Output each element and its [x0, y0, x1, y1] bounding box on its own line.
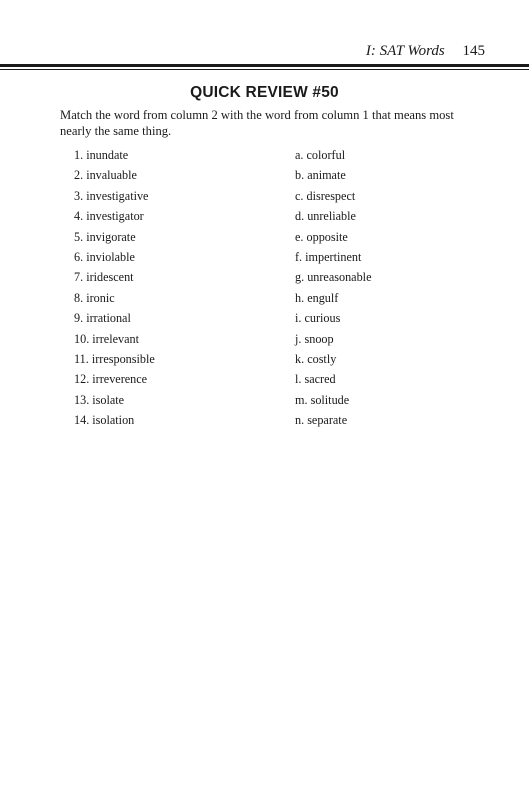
column-2-item: c. disrespect	[295, 188, 356, 203]
column-1-item: 10. irrelevant	[74, 331, 139, 346]
column-2-item: j. snoop	[295, 331, 334, 346]
instructions-text: Match the word from column 2 with the word from column 1 that means most nearly the same thing.	[60, 108, 454, 138]
running-head	[366, 43, 485, 60]
column-1-item: 1. inundate	[74, 148, 129, 162]
section-title: I: SAT Words	[365, 43, 445, 59]
column-2-list	[295, 147, 371, 432]
column-1-item: 12. irreverence	[74, 372, 148, 387]
header-rule-thin	[0, 69, 529, 70]
column-2-item: a. colorful	[295, 148, 346, 162]
column-2-item: g. unreasonable	[295, 270, 372, 285]
column-1-item: 4. investigator	[74, 209, 144, 224]
column-2-item: l. sacred	[295, 372, 336, 387]
column-2-item: k. costly	[295, 351, 337, 366]
header-rule-thick	[0, 64, 529, 67]
column-1-item: 6. inviolable	[74, 249, 135, 264]
column-2-item: d. unreliable	[295, 209, 356, 224]
column-2-item: b. animate	[295, 168, 346, 183]
page-number: 145	[462, 43, 485, 59]
column-2-item: m. solitude	[295, 392, 350, 407]
column-2-item: e. opposite	[295, 229, 348, 244]
column-1-item: 9. irrational	[74, 311, 131, 326]
column-1-item: 7. iridescent	[74, 270, 134, 285]
column-2-item: h. engulf	[295, 290, 339, 305]
column-2-item: n. separate	[295, 413, 348, 428]
page-title: QUICK REVIEW #50	[190, 84, 339, 101]
column-2-item: f. impertinent	[295, 249, 362, 264]
column-1-item: 13. isolate	[74, 392, 125, 407]
column-2-item: i. curious	[295, 311, 341, 326]
column-1-item: 14. isolation	[74, 413, 135, 428]
column-1-item: 3. investigative	[74, 188, 149, 203]
column-1-list	[74, 147, 155, 432]
column-1-item: 8. ironic	[74, 290, 115, 305]
column-1-item: 11. irresponsible	[74, 351, 155, 366]
column-1-item: 5. invigorate	[74, 229, 136, 244]
column-1-item: 2. invaluable	[74, 168, 137, 183]
